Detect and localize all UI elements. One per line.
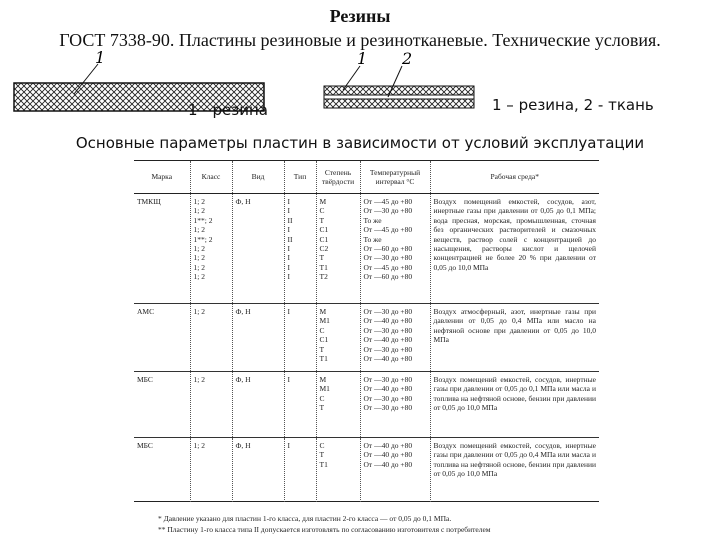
cell-kind: Ф, Н [232, 304, 284, 372]
cell-hardness: С Т Т1 [316, 438, 360, 502]
cell-hardness: М С Т С1 С1 С2 Т Т1 Т2 [316, 194, 360, 304]
cell-hardness: М М1 С Т [316, 372, 360, 438]
rubber-top-layer [324, 86, 474, 95]
table-row [134, 438, 599, 502]
cell-kind: Ф, Н [232, 372, 284, 438]
col-header-environment: Рабочая среда* [430, 161, 599, 194]
cell-class: 1; 2 [190, 372, 232, 438]
fig2-label-2: 2 [402, 50, 413, 68]
cell-environment: Воздух помещений емкостей, сосудов, инертные газы при давлении от 0,05 до 0,1 МПа или масла и топлива на нефтяной основе, бензин при давлении от 0,05 до 10,0 МПа [430, 372, 599, 438]
col-header-hardness: Степень твёрдости [316, 161, 360, 194]
cell-temperature: От —45 до +80 От —30 до +80 То же От —45 до +80 То же От —60 до +80 От —30 до +80 От —45 до +80 От —60 до +80 [360, 194, 430, 304]
cell-mark: АМС [134, 304, 190, 372]
col-header-kind: Вид [232, 161, 284, 194]
rubber-bottom-layer [324, 99, 474, 108]
page-title: Резины [329, 6, 391, 26]
table-header-row [134, 161, 599, 194]
page-subtitle: ГОСТ 7338-90. Пластины резиновые и резинотканевые. Технические условия. [59, 30, 661, 50]
col-header-type: Тип [284, 161, 316, 194]
cell-mark: ТМКЩ [134, 194, 190, 304]
section-title: Основные параметры пластин в зависимости от условий эксплуатации [75, 134, 645, 152]
cell-kind: Ф, Н [232, 194, 284, 304]
cell-temperature: От —40 до +80 От —40 до +80 От —40 до +80 [360, 438, 430, 502]
col-header-mark: Марка [134, 161, 190, 194]
fig1-label-1: 1 [95, 50, 106, 67]
table-row [134, 194, 599, 304]
cell-temperature: От —30 до +80 От —40 до +80 От —30 до +80 От —40 до +80 От —30 до +80 От —40 до +80 [360, 304, 430, 372]
footnotes [158, 513, 608, 535]
fig2-label-1: 1 [357, 50, 368, 68]
rubber-fabric-plate-figure [324, 50, 474, 108]
parameters-table-container [134, 160, 599, 502]
cell-environment: Воздух атмосферный, азот, инертные газы при давлении от 0,05 до 0,4 МПа или масло на нефтяной основе при давлении от 0,05 до 10,0 МПа [430, 304, 599, 372]
cell-kind: Ф, Н [232, 438, 284, 502]
cell-environment: Воздух помещений емкостей, сосудов, азот, инертные газы при давлении от 0,05 до 0,1 МПа; вода пресная, морская, промышленная, сточная без органических растворителей и смазочных веществ, раствор солей с концентрацией до насыщения, растворы кислот и щелочей концентрацией не более 20 % при давлении от 0,05 до 10,0 МПа [430, 194, 599, 304]
col-header-temperature: Температурный интервал °С [360, 161, 430, 194]
footnote-2: ** Пластину 1-го класса типа II допускается изготовлять по согласованию изготовителя с потребителем [158, 525, 491, 534]
cell-type: I I II I II I I I I [284, 194, 316, 304]
cross-section-figures [0, 50, 720, 130]
fig2-caption: 1 – резина, 2 - ткань [492, 96, 654, 114]
col-header-class: Класс [190, 161, 232, 194]
fabric-layer [324, 95, 474, 99]
cell-environment: Воздух помещений емкостей, сосудов, инертные газы при давлении от 0,05 до 0,4 МПа или масла и топлива на нефтяной основе, бензин при давлении от 0,05 до 10,0 МПа [430, 438, 599, 502]
cell-class: 1; 2 1; 2 1**; 2 1; 2 1**; 2 1; 2 1; 2 1; 2 1; 2 [190, 194, 232, 304]
table-row [134, 372, 599, 438]
table-row [134, 304, 599, 372]
parameters-table [134, 161, 599, 502]
cell-mark: МБС [137, 441, 153, 450]
footnote-1: * Давление указано для пластин 1-го класса, для пластин 2-го класса — от 0,05 до 0,1 МПа. [158, 514, 452, 523]
cell-type: I [284, 304, 316, 372]
cell-type: I [284, 372, 316, 438]
cell-class: 1; 2 [190, 438, 232, 502]
cell-hardness: М М1 С С1 Т Т1 [316, 304, 360, 372]
fig1-caption: 1 - резина [188, 101, 268, 119]
cell-type: I [284, 438, 316, 502]
cell-class: 1; 2 [190, 304, 232, 372]
cell-mark: МБС [134, 372, 190, 438]
cell-temperature: От —30 до +80 От —40 до +80 От —30 до +80 От —30 до +80 [360, 372, 430, 438]
